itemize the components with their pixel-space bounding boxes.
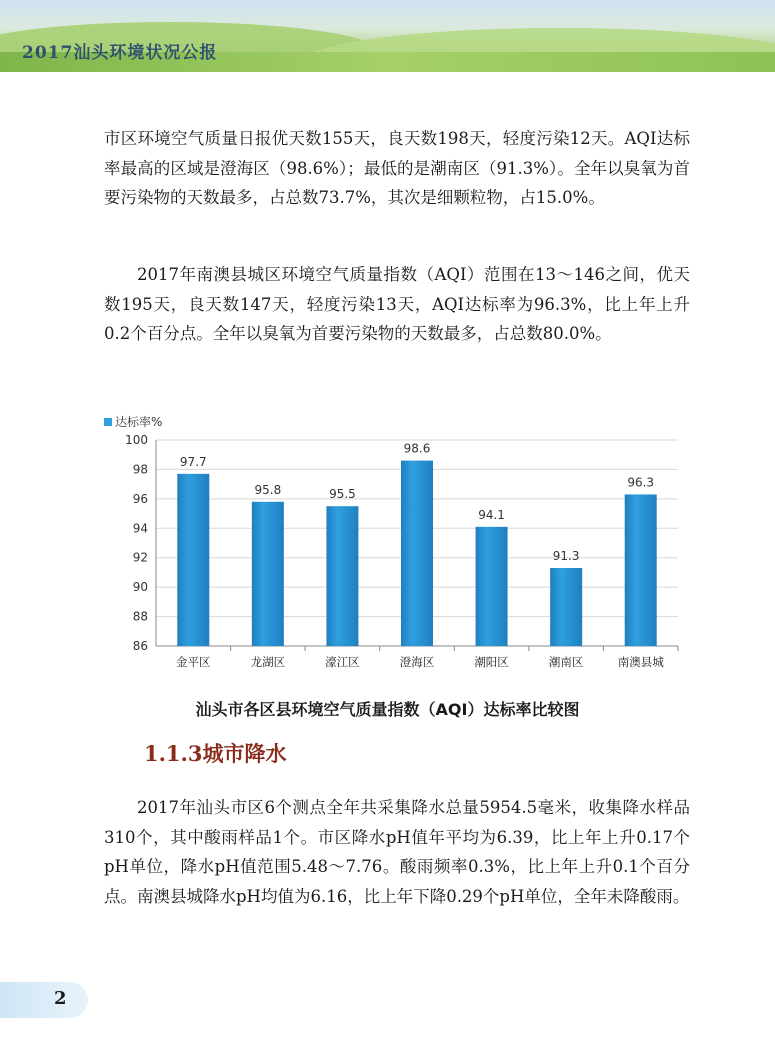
x-tick-label: 潮南区: [548, 655, 584, 669]
y-tick-label: 88: [132, 609, 148, 624]
x-tick-label: 濠江区: [325, 655, 360, 669]
x-tick-label: 南澳县城: [617, 655, 664, 669]
legend-swatch: [104, 418, 112, 426]
data-label: 95.5: [329, 487, 356, 502]
x-tick-label: 金平区: [176, 655, 211, 669]
y-tick-label: 92: [132, 550, 148, 565]
page-number-tab: [0, 982, 88, 1018]
legend-label: 达标率%: [115, 415, 163, 429]
data-label: 95.8: [254, 482, 282, 497]
paragraph-precipitation: 2017年汕头市区6个测点全年共采集降水总量5954.5毫米，收集降水样品310个，其中酸雨样品1个。市区降水pH值年平均为6.39，比上年上升0.17个pH单位，降水pH值范围5.48～7.76。酸雨频率0.3%，比上年上升0.1个百分点。南澳县城降水pH均值为6.16，比上年下降0.29个pH单位，全年未降酸雨。: [104, 798, 690, 906]
data-label: 94.1: [478, 507, 505, 522]
paragraph-air-quality-city: 市区环境空气质量日报优天数155天，良天数198天，轻度污染12天。AQI达标率最高的区域是澄海区（98.6%）；最低的是潮南区（91.3%）。全年以臭氧为首要污染物的天数最多，占总数73.7%，其次是细颗粒物，占15.0%。: [104, 129, 690, 207]
aqi-compliance-bar-chart: [98, 404, 688, 694]
bar: [252, 502, 284, 646]
y-tick-label: 98: [132, 462, 148, 477]
data-label: 91.3: [552, 549, 580, 564]
x-tick-label: 潮阳区: [474, 655, 509, 669]
page-header: [0, 0, 775, 72]
bar: [550, 568, 582, 646]
y-tick-label: 90: [132, 580, 148, 595]
y-tick-label: 94: [132, 521, 148, 536]
x-tick-label: 澄海区: [399, 655, 435, 669]
y-tick-label: 86: [132, 639, 148, 653]
report-title: 2017汕头环境状况公报: [22, 43, 218, 63]
bar: [401, 461, 433, 646]
bar: [177, 474, 209, 646]
x-tick-label: 龙湖区: [250, 655, 286, 669]
bar: [625, 494, 657, 646]
data-label: 96.3: [627, 475, 655, 490]
chart-caption: 汕头市各区县环境空气质量指数（AQI）达标率比较图: [195, 700, 580, 719]
y-tick-label: 100: [125, 433, 148, 447]
bar: [326, 506, 358, 646]
paragraph-air-quality-nanao: 2017年南澳县城区环境空气质量指数（AQI）范围在13～146之间，优天数195天，良天数147天，轻度污染13天，AQI达标率为96.3%，比上年上升0.2个百分点。全年以臭氧为首要污染物的天数最多，占总数80.0%。: [104, 265, 690, 343]
data-label: 97.7: [179, 454, 207, 469]
section-title: 1.1.3城市降水: [144, 741, 287, 766]
page-number: 2: [54, 988, 67, 1009]
chart-svg: [98, 404, 688, 694]
y-tick-label: 96: [132, 491, 148, 506]
bar: [476, 527, 508, 646]
data-label: 98.6: [403, 441, 431, 456]
